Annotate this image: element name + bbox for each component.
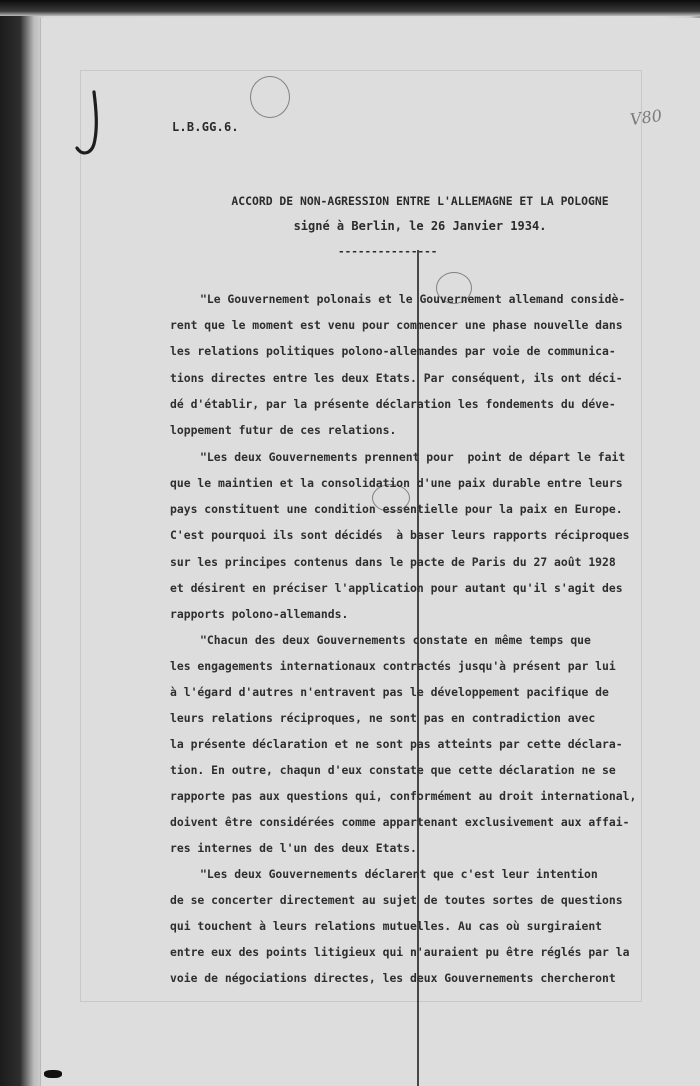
text-line: entre eux des points litigieux qui n'auraient pu être réglés par la — [170, 945, 630, 959]
document-title: ACCORD DE NON-AGRESSION ENTRE L'ALLEMAGNE ET LA POLOGNE — [231, 194, 609, 208]
text-line: "Les deux Gouvernements déclarent que c'est leur intention — [200, 867, 598, 881]
text-line: rent que le moment est venu pour commencer une phase nouvelle dans — [170, 318, 623, 332]
title-rule: --------------- — [338, 245, 438, 258]
document-subtitle: signé à Berlin, le 26 Janvier 1934. — [293, 219, 547, 233]
text-line: dé d'établir, par la présente déclaration les fondements du déve- — [170, 397, 616, 411]
text-line: de se concerter directement au sujet de toutes sortes de questions — [170, 893, 623, 907]
text-line: doivent être considérées comme appartenant exclusivement aux affai- — [170, 815, 630, 829]
text-line: tion. En outre, chaqun d'eux constate que cette déclaration ne se — [170, 763, 616, 777]
text-line: "Le Gouvernement polonais et le Gouvernement allemand considè- — [200, 292, 626, 306]
text-line: les engagements internationaux contractés jusqu'à présent par lui — [170, 659, 616, 673]
text-line: qui touchent à leurs relations mutuelles. Au cas où surgiraient — [170, 919, 603, 933]
text-line: pays constituent une condition essentielle pour la paix en Europe. — [170, 502, 623, 516]
text-line: rapporte pas aux questions qui, conformément au droit international, — [170, 789, 637, 803]
text-line: C'est pourquoi ils sont décidés à baser leurs rapports réciproques — [170, 528, 630, 542]
text-line: leurs relations réciproques, ne sont pas en contradiction avec — [170, 711, 596, 725]
text-line: sur les principes contenus dans le pacte de Paris du 27 août 1928 — [170, 555, 616, 569]
text-line: voie de négociations directes, les deux Gouvernements chercheront — [170, 971, 616, 985]
text-line: "Les deux Gouvernements prennent pour point de départ le fait — [200, 450, 626, 464]
text-line: que le maintien et la consolidation d'une paix durable entre leurs — [170, 476, 623, 490]
text-line: "Chacun des deux Gouvernements constate en même temps que — [200, 633, 591, 647]
text-line: loppement futur de ces relations. — [170, 423, 397, 437]
document-reference: L.B.GG.6. — [172, 120, 239, 134]
text-line: à l'égard d'autres n'entravent pas le développement pacifique de — [170, 685, 609, 699]
margin-handwritten-note: V80 — [628, 105, 664, 130]
text-line: la présente déclaration et ne sont pas atteints par cette déclara- — [170, 737, 623, 751]
text-line: et désirent en préciser l'application pour autant qu'il s'agit des — [170, 581, 623, 595]
ink-blot — [44, 1070, 62, 1078]
text-line: res internes de l'un des deux Etats. — [170, 841, 417, 855]
text-line: les relations politiques polono-allemandes par voie de communica- — [170, 344, 616, 358]
text-line: rapports polono-allemands. — [170, 607, 349, 621]
text-line: tions directes entre les deux Etats. Par conséquent, ils ont déci- — [170, 371, 623, 385]
